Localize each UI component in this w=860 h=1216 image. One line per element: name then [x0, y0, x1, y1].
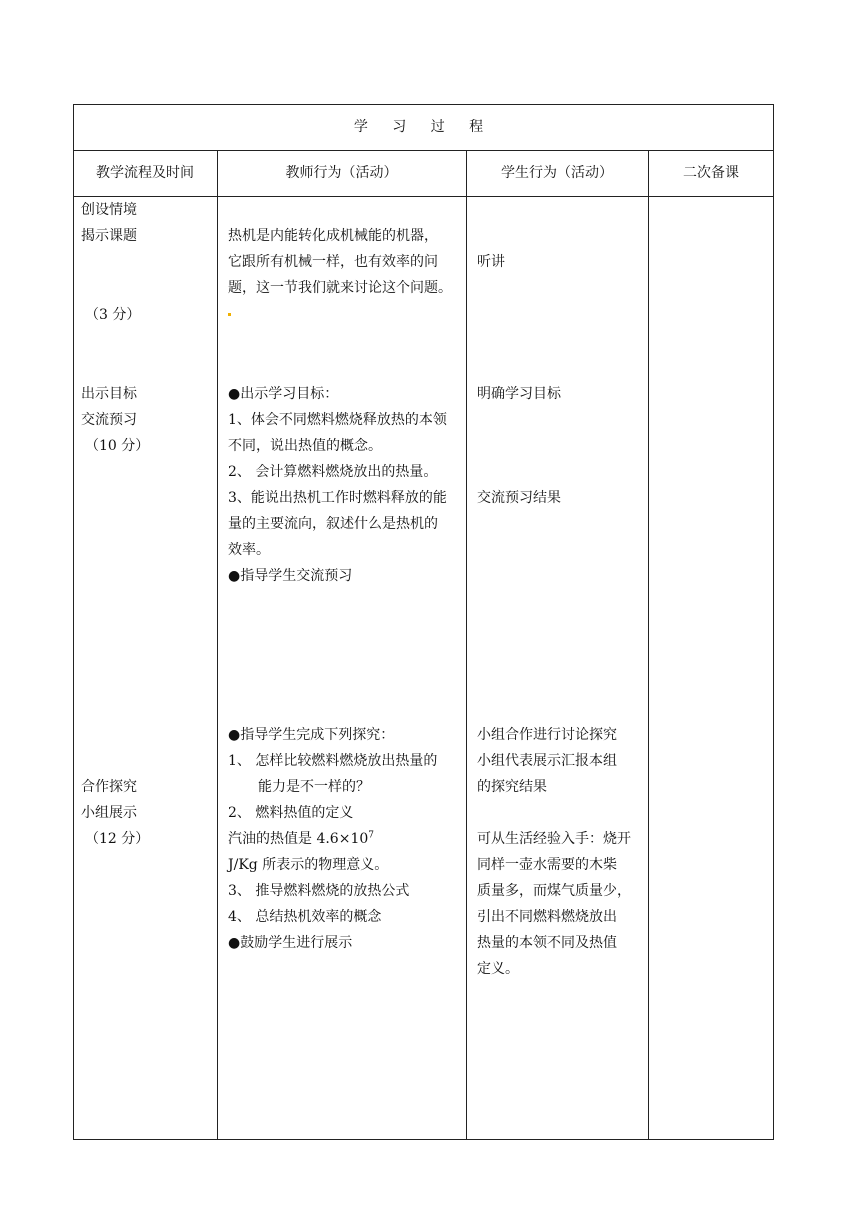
teacher-line: J/Kg 所表示的物理意义。 [228, 857, 389, 873]
stage-line: 揭示课题 [81, 228, 137, 244]
header-stage-time: 教学流程及时间 [96, 165, 194, 181]
student-line: 的探究结果 [477, 779, 547, 795]
teacher-line: 4、 总结热机效率的概念 [228, 909, 382, 925]
header-student-activity: 学生行为（活动） [501, 165, 613, 181]
teacher-line: 它跟所有机械一样，也有效率的问 [228, 254, 438, 270]
column-divider-3 [648, 150, 649, 1140]
table-rule-title [73, 150, 774, 151]
exponent: 7 [368, 830, 374, 841]
student-line: 可从生活经验入手：烧开 [477, 831, 631, 847]
student-line: 引出不同燃料燃烧放出 [477, 909, 617, 925]
student-line: 交流预习结果 [477, 490, 561, 506]
teacher-line: 2、 会计算燃料燃烧放出的热量。 [228, 464, 438, 480]
teacher-line: ●鼓励学生进行展示 [228, 935, 353, 951]
teacher-line: 效率。 [228, 542, 270, 558]
stage-line: 出示目标 [81, 386, 137, 402]
teacher-line: 能力是不一样的？ [258, 779, 370, 795]
student-line: 热量的本领不同及热值 [477, 935, 617, 951]
margin-mark [228, 313, 231, 316]
stage-line: 小组展示 [81, 805, 137, 821]
teacher-line-text: 汽油的热值是 4.6×10 [228, 831, 369, 847]
table-rule-header [73, 196, 774, 197]
stage-line: 合作探究 [81, 779, 137, 795]
teacher-line: 3、 推导燃料燃烧的放热公式 [228, 883, 410, 899]
teacher-line: 量的主要流向，叙述什么是热机的 [228, 516, 438, 532]
teacher-line: 题，这一节我们就来讨论这个问题。 [228, 280, 452, 296]
stage-line: 创设情境 [81, 202, 137, 218]
column-divider-2 [466, 150, 467, 1140]
student-line: 明确学习目标 [477, 386, 561, 402]
student-line: 小组合作进行讨论探究 [477, 727, 617, 743]
table-title: 学 习 过 程 [353, 119, 494, 135]
stage-time: （12 分） [85, 831, 150, 847]
teacher-line: 1、体会不同燃料燃烧释放热的本领 [228, 412, 447, 428]
header-second-preparation: 二次备课 [683, 165, 739, 181]
teacher-line: 不同，说出热值的概念。 [228, 438, 382, 454]
teacher-line [228, 826, 374, 852]
header-teacher-activity: 教师行为（活动） [285, 165, 398, 181]
teacher-line: 热机是内能转化成机械能的机器， [228, 228, 438, 244]
stage-line: 交流预习 [81, 412, 137, 428]
teacher-line: ●出示学习目标： [228, 386, 339, 402]
teacher-line: 3、能说出热机工作时燃料释放的能 [228, 490, 447, 506]
stage-time: （3 分） [85, 307, 141, 323]
teacher-line: 1、 怎样比较燃料燃烧放出热量的 [228, 753, 438, 769]
student-line: 质量多，而煤气质量少， [477, 883, 631, 899]
student-line: 定义。 [477, 961, 519, 977]
student-line: 听讲 [477, 254, 505, 270]
student-line: 同样一壶水需要的木柴 [477, 857, 617, 873]
teacher-line: 2、 燃料热值的定义 [228, 805, 354, 821]
column-divider-1 [217, 150, 218, 1140]
student-line: 小组代表展示汇报本组 [477, 753, 617, 769]
teacher-line: ●指导学生完成下列探究： [228, 727, 395, 743]
stage-time: （10 分） [85, 438, 150, 454]
teacher-line: ●指导学生交流预习 [228, 568, 353, 584]
